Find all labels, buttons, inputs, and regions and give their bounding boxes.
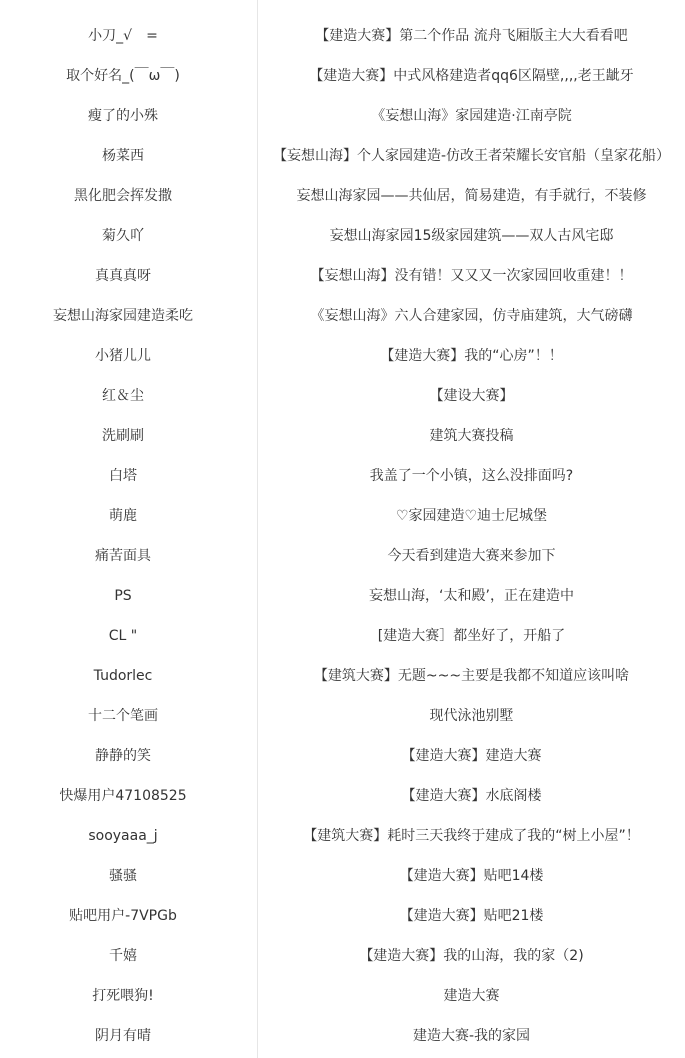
- table-row: [0, 656, 685, 696]
- table-row: [0, 136, 685, 176]
- table-row: [0, 416, 685, 456]
- table-row: [0, 456, 685, 496]
- author-cell: 阴月有晴: [95, 1028, 151, 1044]
- title-cell: [建造大赛］都坐好了，开船了: [377, 628, 566, 644]
- author-cell: 杨菜西: [102, 148, 144, 164]
- table-row: [0, 616, 685, 656]
- table-row: [0, 576, 685, 616]
- title-cell: 今天看到建造大赛来参加下: [387, 548, 556, 564]
- table-row: [0, 936, 685, 976]
- title-cell: 现代泳池别墅: [429, 708, 514, 724]
- table-row: [0, 176, 685, 216]
- table-row: [0, 296, 685, 336]
- title-cell: 【建筑大赛】耗时三天我终于建成了我的“树上小屋”！: [303, 828, 640, 844]
- table-row: [0, 856, 685, 896]
- table-row: [0, 776, 685, 816]
- title-cell: 妄想山海家园15级家园建筑——双人古风宅邸: [329, 228, 614, 244]
- title-cell: 建筑大赛投稿: [429, 428, 514, 444]
- author-cell: 瘦了的小殊: [88, 108, 158, 124]
- title-cell: 【妄想山海】没有错！又又又一次家园回收重建！！: [310, 268, 633, 284]
- title-cell: 我盖了一个小镇，这么没排面吗?: [369, 468, 574, 484]
- table-row: [0, 56, 685, 96]
- table-row: [0, 496, 685, 536]
- table-row: [0, 816, 685, 856]
- author-cell: 贴吧用户-7VPGb: [69, 908, 177, 924]
- title-cell: 【建造大赛】第二个作品 流舟飞厢版主大大看看吧: [315, 28, 628, 44]
- title-cell: 妄想山海，‘太和殿’，正在建造中: [369, 588, 574, 604]
- title-cell: 【建造大赛】水底阁楼: [401, 788, 542, 804]
- title-cell: 【建造大赛】中式风格建造者qq6区隔壁,,,,老王龇牙: [309, 68, 634, 84]
- author-cell: 打死喂狗!: [92, 988, 154, 1004]
- title-cell: 《妄想山海》六人合建家园，仿寺庙建筑，大气磅礴: [310, 308, 633, 324]
- author-cell: 菊久吖: [102, 228, 144, 244]
- table-row: [0, 896, 685, 936]
- author-cell: 取个好名_(￣ω￣): [66, 68, 180, 84]
- table-row: [0, 336, 685, 376]
- author-cell: 小刀_√ =: [88, 28, 158, 44]
- table-row: [0, 96, 685, 136]
- author-cell: 小猪儿儿: [95, 348, 151, 364]
- author-cell: 妄想山海家园建造柔吃: [53, 308, 193, 324]
- table-row: [0, 696, 685, 736]
- title-cell: 【建造大赛】我的山海，我的家（2): [359, 948, 584, 964]
- author-cell: 红＆尘: [102, 388, 144, 404]
- author-cell: Tudorlec: [93, 668, 153, 684]
- author-cell: 静静的笑: [95, 748, 151, 764]
- table-row: [0, 16, 685, 56]
- author-cell: 十二个笔画: [88, 708, 158, 724]
- title-cell: 建造大赛: [443, 988, 500, 1004]
- author-cell: 洗刷刷: [102, 428, 144, 444]
- author-cell: 痛苦面具: [95, 548, 151, 564]
- title-cell: 【建造大赛】贴吧14楼: [399, 868, 544, 884]
- title-cell: 【建筑大赛】无题~~~主要是我都不知道应该叫啥: [313, 668, 630, 684]
- title-cell: 《妄想山海》家园建造·江南亭院: [371, 108, 572, 124]
- author-cell: sooyaaa_j: [88, 828, 158, 844]
- author-cell: CL ": [108, 628, 138, 644]
- table-row: [0, 976, 685, 1016]
- table-row: [0, 1016, 685, 1056]
- author-cell: 骚骚: [109, 868, 137, 884]
- title-cell: 【妄想山海】个人家园建造-仿改王者荣耀长安官船（皇家花船）: [272, 148, 671, 164]
- author-cell: PS: [114, 588, 132, 604]
- table-body: [0, 16, 685, 1056]
- title-cell: ♡家园建造♡迪士尼城堡: [395, 508, 548, 524]
- title-cell: 建造大赛-我的家园: [412, 1028, 531, 1044]
- author-cell: 千嬉: [109, 948, 137, 964]
- author-cell: 真真真呀: [95, 268, 151, 284]
- author-cell: 快爆用户47108525: [59, 788, 187, 804]
- table-row: [0, 736, 685, 776]
- title-cell: 【建造大赛】建造大赛: [401, 748, 542, 764]
- title-cell: 【建造大赛】我的“心房”！！: [380, 348, 563, 364]
- table-row: [0, 256, 685, 296]
- author-cell: 黑化肥会挥发撒: [74, 188, 172, 204]
- title-cell: 【建设大赛】: [429, 388, 514, 404]
- author-cell: 萌鹿: [109, 508, 137, 524]
- table-row: [0, 376, 685, 416]
- table-row: [0, 216, 685, 256]
- title-cell: 【建造大赛】贴吧21楼: [399, 908, 544, 924]
- author-cell: 白塔: [109, 468, 137, 484]
- table-row: [0, 536, 685, 576]
- title-cell: 妄想山海家园——共仙居，简易建造，有手就行，不装修: [296, 188, 647, 204]
